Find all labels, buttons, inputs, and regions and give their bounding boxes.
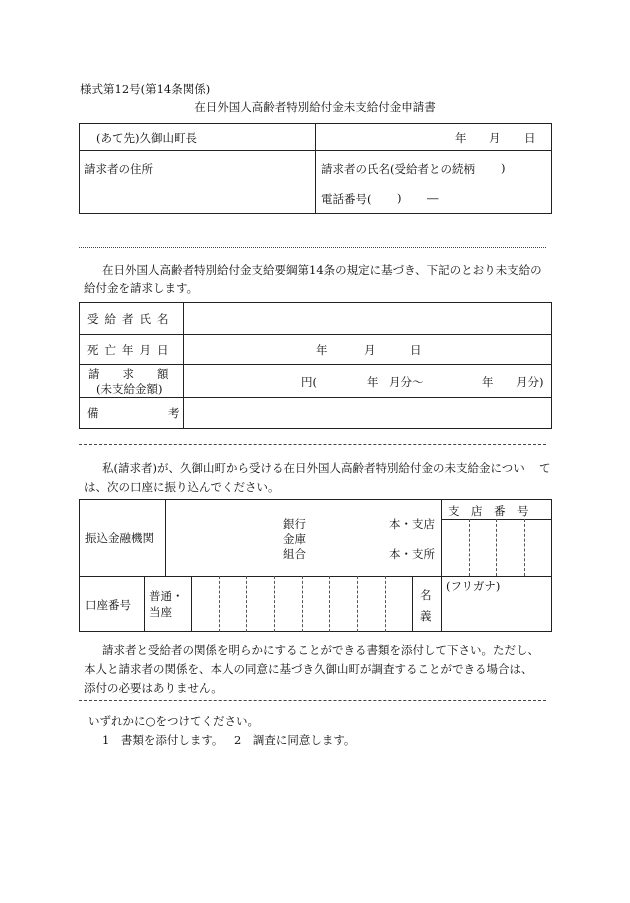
head-branch-label-1: 本・支店 bbox=[389, 517, 435, 531]
death-year-label: 年 bbox=[316, 343, 328, 357]
phone-label: 電話番号( bbox=[321, 192, 372, 206]
recipient-name-label: 受給者氏名 bbox=[87, 312, 175, 326]
choice-option-2[interactable]: 2 調査に同意します。 bbox=[234, 733, 356, 747]
holder-label-2: 義 bbox=[420, 609, 432, 623]
kumiai-label: 組合 bbox=[283, 547, 306, 561]
yen-label: 円( bbox=[301, 375, 317, 389]
account-type-label-2: 当座 bbox=[149, 605, 172, 619]
note-line-2: 本人と請求者の関係を、本人の同意に基づき久御山町が調査することができる場合は、 bbox=[84, 662, 533, 676]
statement-line-1: 在日外国人高齢者特別給付金支給要綱第14条の規定に基づき、下記のとおり未支給の bbox=[102, 263, 542, 277]
applicant-name-label: 請求者の氏名(受給者との続柄 bbox=[321, 162, 475, 176]
to-year-label: 年 bbox=[482, 375, 494, 389]
to-month-label: 月分) bbox=[516, 375, 544, 389]
transfer-line-1b: て bbox=[539, 461, 551, 475]
claim-amount-sublabel: (未支給金額) bbox=[96, 382, 163, 396]
choice-option-1[interactable]: 1 書類を添付します。 bbox=[102, 733, 224, 747]
death-month-label: 月 bbox=[364, 343, 376, 357]
cut-line-dotted bbox=[79, 247, 546, 248]
cut-line-dashdot-2 bbox=[79, 700, 546, 701]
date-year-label: 年 bbox=[455, 131, 467, 145]
cut-line-dashdot-1 bbox=[79, 444, 546, 445]
remarks-label-2: 考 bbox=[168, 406, 180, 420]
statement-line-2: 給付金を請求します。 bbox=[84, 281, 199, 295]
form-number: 様式第12号(第14条関係) bbox=[80, 82, 211, 96]
date-month-label: 月 bbox=[489, 131, 501, 145]
head-branch-label-2: 本・支所 bbox=[389, 547, 435, 561]
claim-amount-label: 請 求 額 bbox=[88, 367, 169, 381]
transfer-line-2: は、次の口座に振り込んでください。 bbox=[84, 480, 280, 494]
shinkin-label: 金庫 bbox=[283, 532, 306, 546]
account-number-label: 口座番号 bbox=[85, 598, 131, 612]
from-year-label: 年 bbox=[367, 375, 379, 389]
branch-number-label: 支 店 番 号 bbox=[448, 504, 529, 518]
phone-close: ) bbox=[397, 191, 402, 205]
account-type-label-1: 普通・ bbox=[149, 589, 184, 603]
form-title: 在日外国人高齢者特別給付金未支給付金申請書 bbox=[194, 100, 436, 114]
remarks-label-1: 備 bbox=[87, 406, 99, 420]
institution-label: 振込金融機関 bbox=[85, 531, 154, 545]
note-line-3: 添付の必要はありません。 bbox=[84, 681, 223, 695]
transfer-line-1: 私(請求者)が、久御山町から受ける在日外国人高齢者特別給付金の未支給金につい bbox=[102, 461, 525, 475]
applicant-address-label: 請求者の住所 bbox=[84, 162, 153, 176]
holder-label-1: 名 bbox=[420, 588, 432, 602]
date-day-label: 日 bbox=[524, 131, 536, 145]
applicant-name-close: ) bbox=[501, 161, 506, 175]
bank-label: 銀行 bbox=[283, 517, 306, 531]
addressee: (あて先)久御山町長 bbox=[96, 131, 197, 145]
death-date-label: 死亡年月日 bbox=[87, 343, 175, 357]
furigana-label: (フリガナ) bbox=[446, 579, 501, 593]
from-month-label: 月分〜 bbox=[389, 375, 424, 389]
death-day-label: 日 bbox=[410, 343, 422, 357]
note-line-1: 請求者と受給者の関係を明らかにすることができる書類を添付して下さい。ただし、 bbox=[102, 643, 539, 657]
choice-instruction: いずれかに○をつけてください。 bbox=[88, 714, 260, 728]
phone-dash: ― bbox=[427, 191, 439, 205]
